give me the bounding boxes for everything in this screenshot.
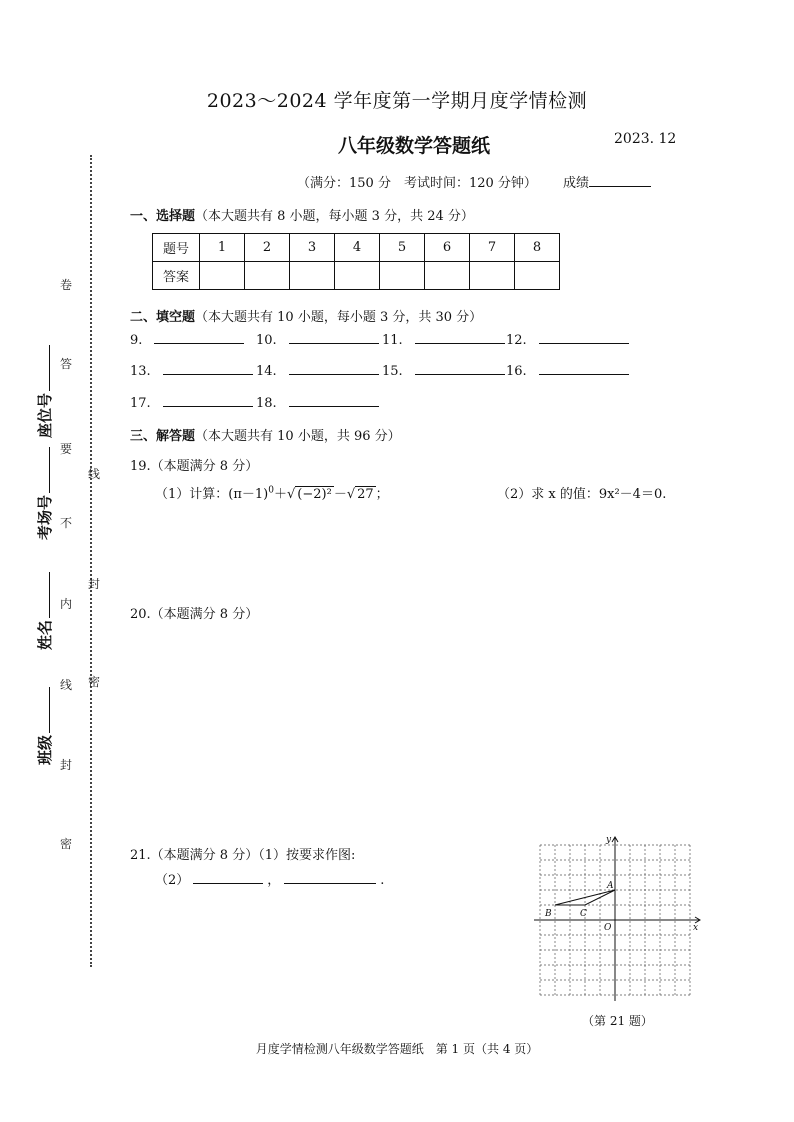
seat-number-label: 座位号 — [34, 345, 55, 438]
binding-stamp-6: 线 — [88, 467, 101, 481]
binding-stamp-7: 封 — [88, 577, 101, 591]
exam-room-blank[interactable] — [39, 447, 50, 493]
choice-answer-table — [152, 233, 560, 290]
point-b-label: B — [545, 909, 552, 919]
point-c-label: C — [580, 909, 587, 919]
score-label: 成绩 — [563, 176, 590, 191]
answer-cell[interactable] — [380, 262, 425, 290]
sqrt-symbol: √ — [346, 487, 356, 502]
answer-cell[interactable] — [425, 262, 470, 290]
fill-item-17: 17. — [130, 395, 253, 411]
binding-stamp-4: 不 — [60, 516, 73, 530]
fill-blank[interactable] — [415, 363, 505, 375]
section-choice-heading: 一、选择题（本大题共有 8 小题，每小题 3 分，共 24 分） — [130, 209, 474, 224]
row-label-answer: 答案 — [153, 262, 200, 290]
question-19-label: 19.（本题满分 8 分） — [130, 459, 259, 474]
binding-stamp-11: 密 — [60, 837, 73, 851]
class-blank[interactable] — [39, 687, 50, 733]
question-number-cell: 6 — [425, 234, 470, 262]
fill-blank[interactable] — [154, 332, 244, 344]
question-number-cell: 5 — [380, 234, 425, 262]
fill-item-9: 9. — [130, 332, 244, 348]
binding-stamp-5: 内 — [60, 597, 73, 611]
exam-title: 2023～2024 学年度第一学期月度学情检测 — [206, 90, 588, 112]
fill-blank[interactable] — [163, 363, 253, 375]
fill-blank[interactable] — [163, 395, 253, 407]
question-number-cell: 4 — [335, 234, 380, 262]
class-label: 班级 — [34, 687, 55, 765]
question-21-label: 21.（本题满分 8 分）（1）按要求作图: — [130, 848, 356, 863]
answer-cell[interactable] — [245, 262, 290, 290]
sqrt-symbol: √ — [286, 487, 296, 502]
fill-blank[interactable] — [289, 395, 379, 407]
question-19-part-2: （2）求 x 的值：9x²－4＝0. — [497, 487, 667, 502]
exam-date: 2023. 12 — [614, 131, 677, 147]
binding-stamp-3: 要 — [60, 442, 73, 456]
question-number-cell: 7 — [470, 234, 515, 262]
figure-21-coordinate-grid — [534, 833, 706, 1005]
answer-sheet-title: 八年级数学答题纸 — [338, 135, 491, 157]
fill-blank[interactable] — [539, 363, 629, 375]
figure-21-caption: （第 21 题） — [582, 1014, 653, 1028]
question-20-label: 20.（本题满分 8 分） — [130, 607, 259, 622]
fill-item-18: 18. — [256, 395, 379, 411]
fill-blank[interactable] — [415, 332, 505, 344]
fill-item-13: 13. — [130, 363, 253, 379]
answer-cell[interactable] — [200, 262, 245, 290]
fill-item-16: 16. — [506, 363, 629, 379]
fill-item-10: 10. — [256, 332, 379, 348]
exam-room-label: 考场号 — [34, 447, 55, 540]
student-name-label: 姓名 — [34, 572, 55, 650]
coordinate-grid-svg — [534, 833, 706, 1001]
question-number-cell: 8 — [515, 234, 560, 262]
x-axis-label: x — [693, 923, 699, 933]
fill-item-11: 11. — [382, 332, 505, 348]
binding-stamp-8: 密 — [88, 675, 101, 689]
fill-blank[interactable] — [284, 872, 376, 884]
fill-item-12: 12. — [506, 332, 629, 348]
section-solve-heading: 三、解答题（本大题共有 10 小题，共 96 分） — [130, 429, 401, 444]
answer-cell[interactable] — [470, 262, 515, 290]
answer-cell[interactable] — [335, 262, 380, 290]
binding-stamp-2: 答 — [60, 357, 73, 371]
fill-blank[interactable] — [289, 363, 379, 375]
exam-meta — [297, 172, 651, 191]
section-fill-heading: 二、填空题（本大题共有 10 小题，每小题 3 分，共 30 分） — [130, 310, 483, 325]
fill-blank[interactable] — [539, 332, 629, 344]
question-number-cell: 3 — [290, 234, 335, 262]
fill-item-14: 14. — [256, 363, 379, 379]
question-number-cell: 2 — [245, 234, 290, 262]
question-number-cell: 1 — [200, 234, 245, 262]
binding-stamp-9: 线 — [60, 678, 73, 692]
answer-cell[interactable] — [290, 262, 335, 290]
student-name-blank[interactable] — [39, 572, 50, 618]
table-row-numbers — [153, 234, 560, 262]
row-label-number: 题号 — [153, 234, 200, 262]
point-a-label: A — [607, 881, 614, 891]
binding-dotted-line — [90, 155, 92, 967]
fill-blank[interactable] — [193, 872, 263, 884]
score-blank[interactable] — [589, 174, 651, 187]
seat-number-blank[interactable] — [39, 345, 50, 391]
origin-label: O — [604, 923, 612, 933]
fill-blank[interactable] — [289, 332, 379, 344]
binding-stamp-10: 封 — [60, 758, 73, 772]
y-axis-label: y — [606, 835, 612, 845]
question-21-part-2: （2） ， . — [155, 873, 385, 888]
binding-stamp-1: 卷 — [60, 278, 73, 292]
question-19-part-1: （1）计算：$(\pi-1)^0+√$ (−2)² －√ 27 ； — [155, 485, 389, 502]
fill-item-15: 15. — [382, 363, 505, 379]
page-footer: 月度学情检测八年级数学答题纸 第 1 页（共 4 页） — [255, 1042, 539, 1056]
score-time-info: （满分：150 分 考试时间：120 分钟） — [297, 176, 537, 191]
table-row-answers — [153, 262, 560, 290]
answer-cell[interactable] — [515, 262, 560, 290]
